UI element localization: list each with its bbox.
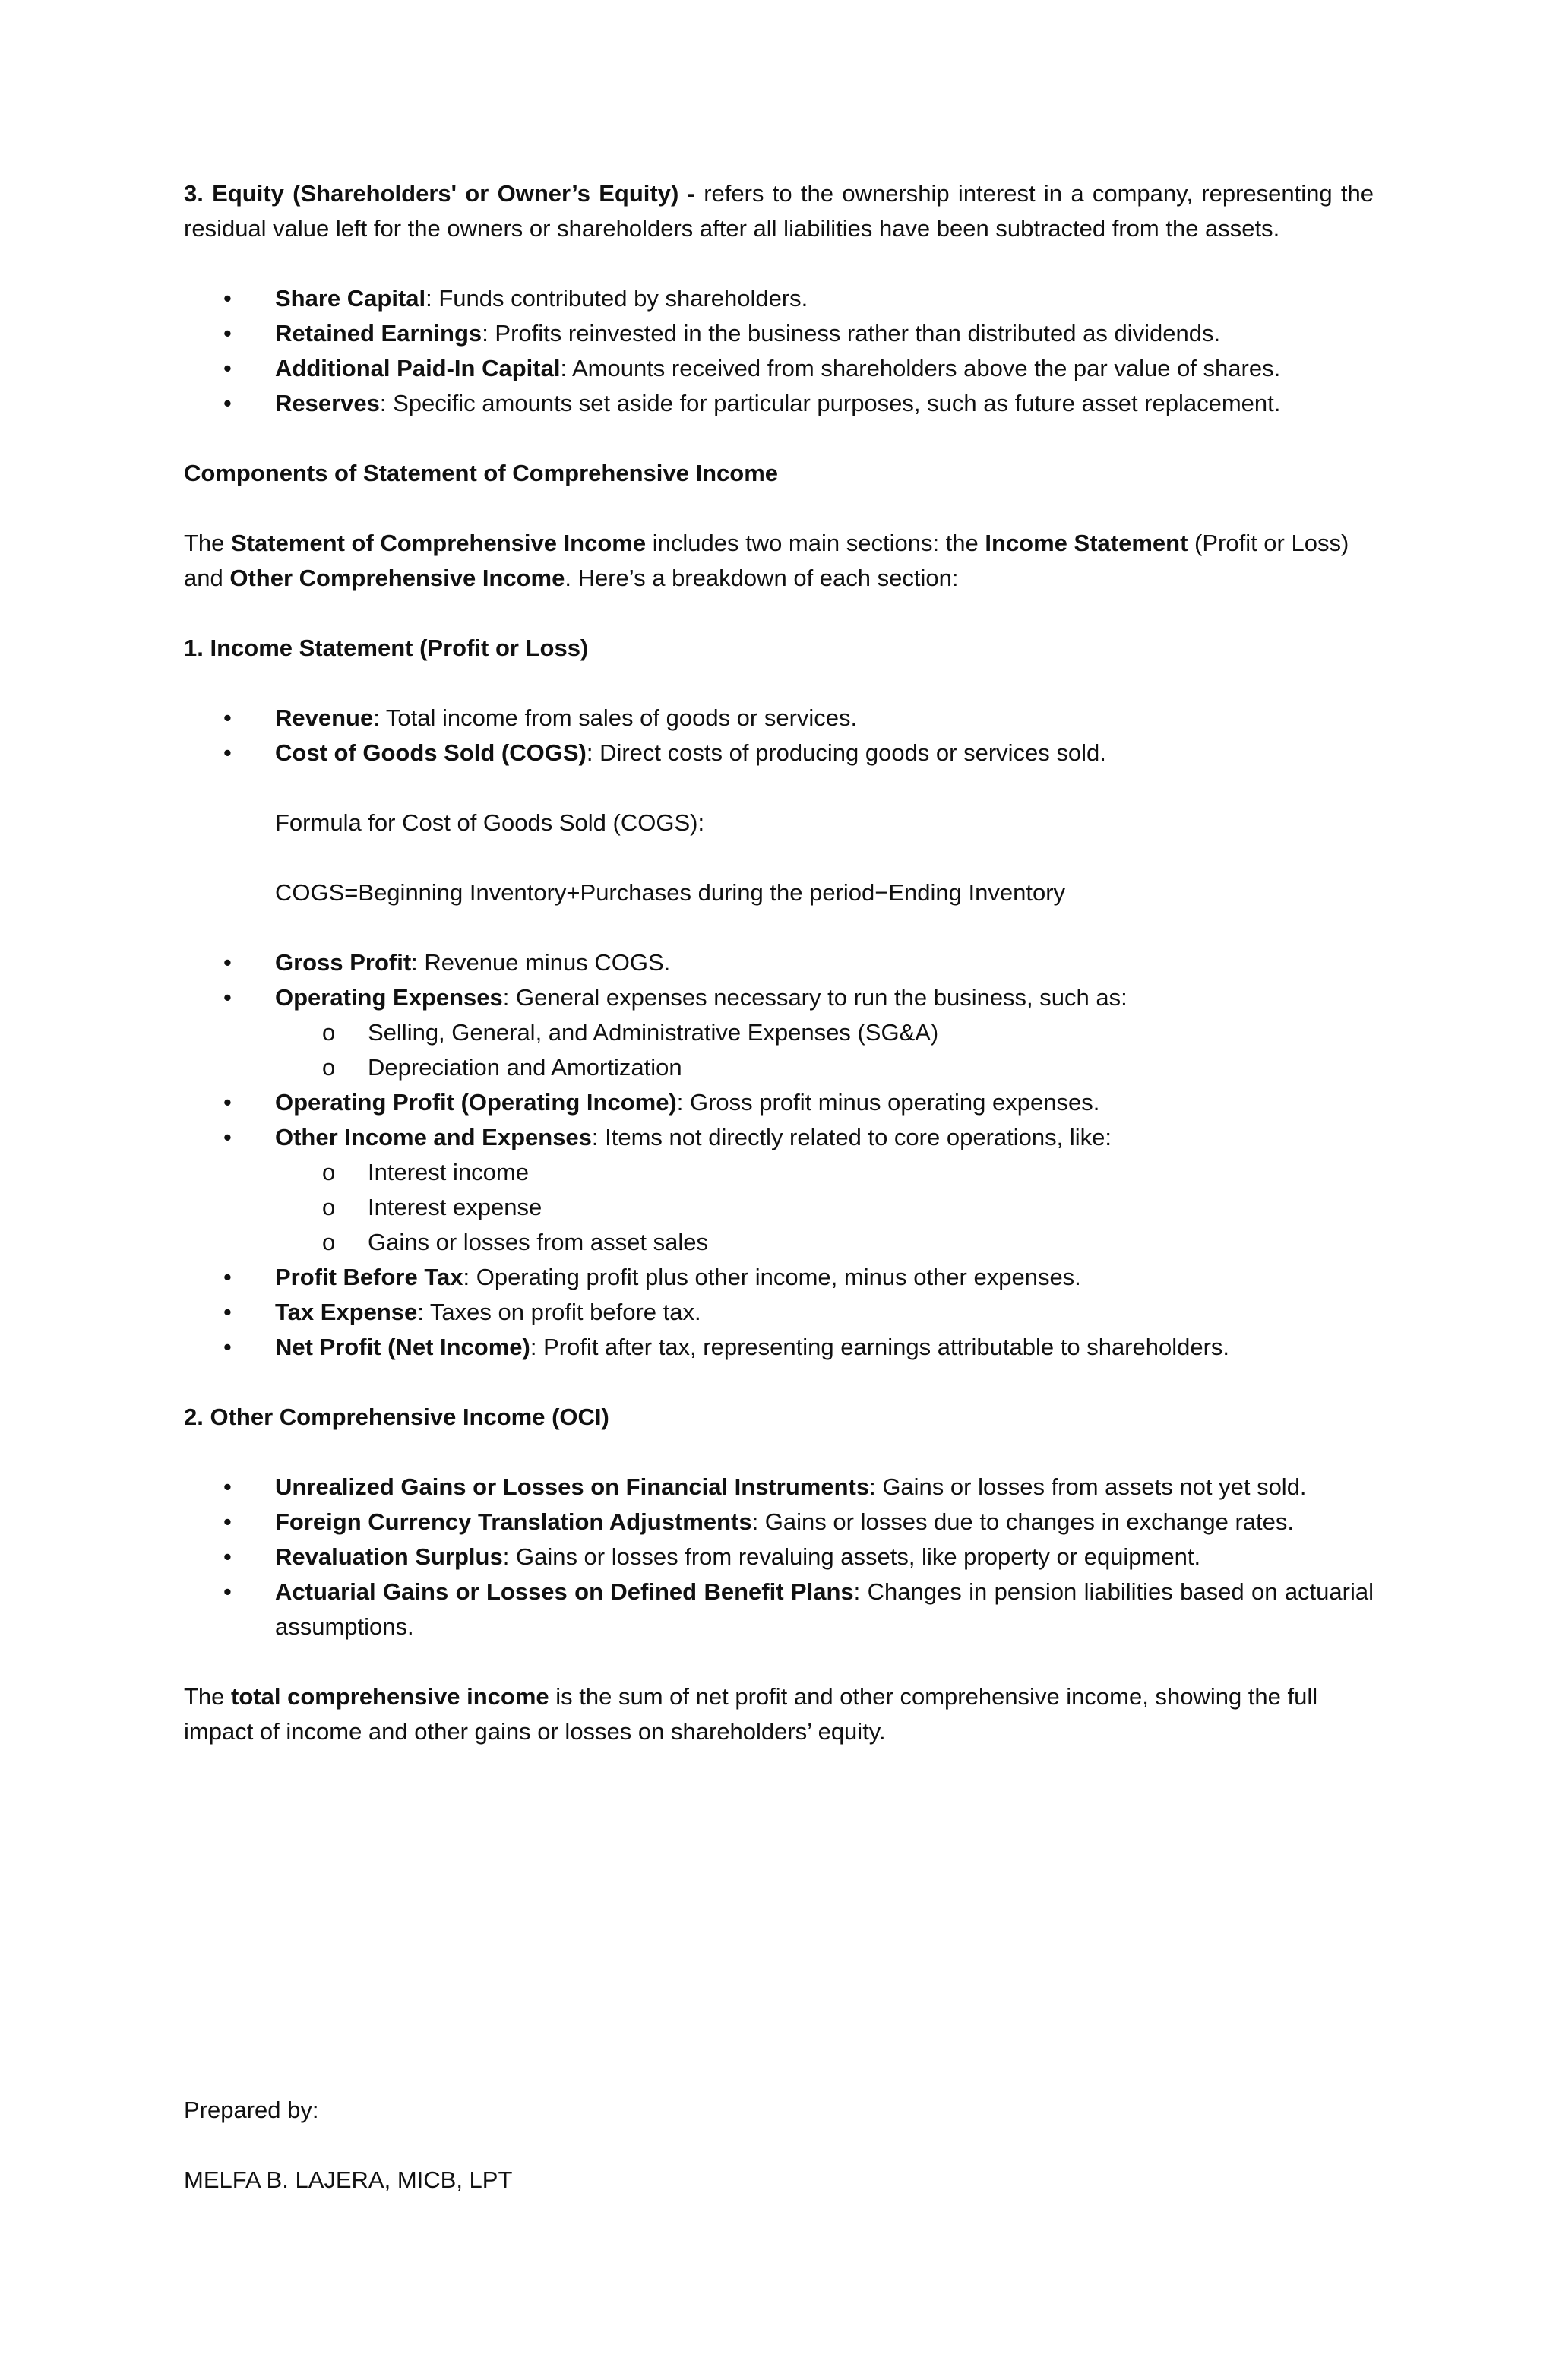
sub-list-item: o Selling, General, and Administrative Expenses (SG&A) xyxy=(184,1015,1374,1050)
list-item: • Other Income and Expenses: Items not directly related to core operations, like: xyxy=(184,1120,1374,1155)
sub-bullet-icon: o xyxy=(322,1159,336,1185)
list-item: • Net Profit (Net Income): Profit after tax, representing earnings attributable to shareholders. xyxy=(184,1330,1374,1365)
list-item: • Foreign Currency Translation Adjustments: Gains or losses due to changes in exchange rates. xyxy=(184,1505,1374,1540)
sci-intro: The Statement of Comprehensive Income includes two main sections: the Income Statement (Profit or Loss) and Other Comprehensive Income. Here’s a breakdown of each section: xyxy=(184,530,1349,591)
equity-list xyxy=(184,281,1374,421)
sub-list-item: o Interest income xyxy=(184,1155,1374,1190)
list-item: • Retained Earnings: Profits reinvested in the business rather than distributed as dividends. xyxy=(184,316,1374,351)
bullet-icon: • xyxy=(223,739,232,766)
bullet-icon: • xyxy=(223,984,232,1011)
bullet-icon: • xyxy=(223,1473,232,1500)
equity-heading: 3. Equity (Shareholders' or Owner’s Equity) - xyxy=(184,180,695,207)
other-income-sublist xyxy=(184,1155,1374,1260)
prepared-by-label: Prepared by: xyxy=(184,2097,319,2123)
list-item: • Gross Profit: Revenue minus COGS. xyxy=(184,945,1374,980)
list-item: • Share Capital: Funds contributed by shareholders. xyxy=(184,281,1374,316)
list-item: • Operating Profit (Operating Income): Gross profit minus operating expenses. xyxy=(184,1085,1374,1120)
bullet-icon: • xyxy=(223,285,232,312)
sub-bullet-icon: o xyxy=(322,1229,336,1255)
list-item: • Operating Expenses: General expenses necessary to run the business, such as: xyxy=(184,980,1374,1015)
sub-bullet-icon: o xyxy=(322,1054,336,1081)
bullet-icon: • xyxy=(223,949,232,976)
list-item: • Tax Expense: Taxes on profit before tax. xyxy=(184,1295,1374,1330)
bullet-icon: • xyxy=(223,1299,232,1325)
author-name: MELFA B. LAJERA, MICB, LPT xyxy=(184,2166,513,2193)
bullet-icon: • xyxy=(223,1264,232,1290)
income-statement-heading: 1. Income Statement (Profit or Loss) xyxy=(184,635,589,661)
cogs-formula: COGS=Beginning Inventory+Purchases during the period−Ending Inventory xyxy=(275,879,1066,906)
list-item: • Unrealized Gains or Losses on Financial Instruments: Gains or losses from assets not yet sold. xyxy=(184,1470,1374,1505)
oci-list xyxy=(184,1470,1374,1644)
equity-paragraph xyxy=(184,176,1374,246)
equity-definition: refers to the ownership interest in a company, representing the residual value left for the owners or shareholders after all liabilities have been subtracted from the assets. xyxy=(184,180,1374,242)
list-item: • Revaluation Surplus: Gains or losses from revaluing assets, like property or equipment. xyxy=(184,1540,1374,1575)
sub-list-item: o Gains or losses from asset sales xyxy=(184,1225,1374,1260)
sub-bullet-icon: o xyxy=(322,1194,336,1220)
bullet-icon: • xyxy=(223,1334,232,1360)
oci-heading: 2. Other Comprehensive Income (OCI) xyxy=(184,1404,609,1430)
formula-label: Formula for Cost of Goods Sold (COGS): xyxy=(275,809,705,836)
list-item: • Cost of Goods Sold (COGS): Direct costs of producing goods or services sold. xyxy=(184,736,1374,771)
income-statement-list-d xyxy=(184,1260,1374,1365)
bullet-icon: • xyxy=(223,1089,232,1116)
bullet-icon: • xyxy=(223,320,232,347)
operating-expenses-sublist xyxy=(184,1015,1374,1085)
total-comprehensive-income-paragraph: The total comprehensive income is the sum of net profit and other comprehensive income, showing the full impact of income and other gains or losses on shareholders’ equity. xyxy=(184,1683,1318,1745)
list-item: • Additional Paid-In Capital: Amounts received from shareholders above the par value of shares. xyxy=(184,351,1374,386)
list-item: • Profit Before Tax: Operating profit plus other income, minus other expenses. xyxy=(184,1260,1374,1295)
sci-heading: Components of Statement of Comprehensive Income xyxy=(184,460,778,486)
sub-list-item: o Depreciation and Amortization xyxy=(184,1050,1374,1085)
bullet-icon: • xyxy=(223,704,232,731)
sub-list-item: o Interest expense xyxy=(184,1190,1374,1225)
bullet-icon: • xyxy=(223,1543,232,1570)
sub-bullet-icon: o xyxy=(322,1019,336,1046)
income-statement-list-a xyxy=(184,701,1374,771)
income-statement-list-c xyxy=(184,1085,1374,1155)
bullet-icon: • xyxy=(223,1508,232,1535)
bullet-icon: • xyxy=(223,355,232,381)
document-page xyxy=(184,176,1374,1749)
bullet-icon: • xyxy=(223,390,232,416)
bullet-icon: • xyxy=(223,1578,232,1605)
list-item: • Actuarial Gains or Losses on Defined Benefit Plans: Changes in pension liabilities based on actuarial assumptions. xyxy=(184,1575,1374,1644)
list-item: • Revenue: Total income from sales of goods or services. xyxy=(184,701,1374,736)
bullet-icon: • xyxy=(223,1124,232,1150)
income-statement-list-b xyxy=(184,945,1374,1015)
list-item: • Reserves: Specific amounts set aside for particular purposes, such as future asset replacement. xyxy=(184,386,1374,421)
